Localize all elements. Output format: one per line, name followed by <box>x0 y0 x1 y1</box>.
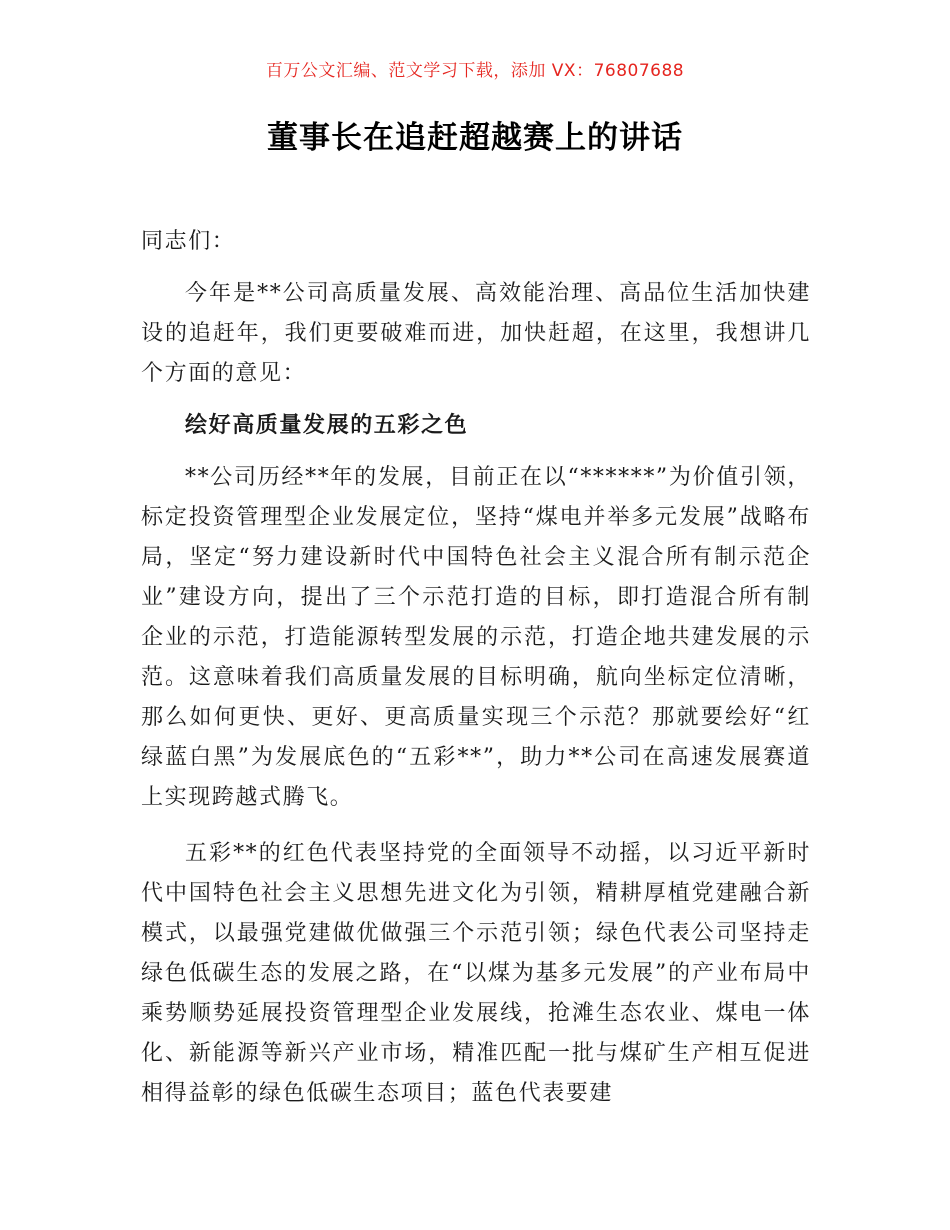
document-title: 董事长在追赶超越赛上的讲话 <box>267 120 683 156</box>
intro-paragraph: 今年是**公司高质量发展、高效能治理、高品位生活加快建设的追赶年，我们更要破难而进，加快赶超，在这里，我想讲几个方面的意见： <box>141 281 811 386</box>
document-body <box>141 222 811 1126</box>
salutation: 同志们： <box>141 229 236 254</box>
paragraph-2: 五彩**的红色代表坚持党的全面领导不动摇，以习近平新时代中国特色社会主义思想先进文化为引领，精耕厚植党建融合新模式，以最强党建做优做强三个示范引领；绿色代表公司坚持走绿色低碳生态的发展之路，在“以煤为基多元发展”的产业布局中乘势顺势延展投资管理型企业发展线，抢滩生态农业、煤电一体化、新能源等新兴产业市场，精准匹配一批与煤矿生产相互促进相得益彰的绿色低碳生态项目；蓝色代表要建 <box>141 841 811 1106</box>
section-heading: 绘好高质量发展的五彩之色 <box>185 413 469 438</box>
promo-banner: 百万公文汇编、范文学习下载，添加 VX：76807688 <box>265 61 685 81</box>
paragraph-1: **公司历经**年的发展，目前正在以“******”为价值引领，标定投资管理型企业发展定位，坚持“煤电并举多元发展”战略布局，坚定“努力建设新时代中国特色社会主义混合所有制示范企业”建设方向，提出了三个示范打造的目标，即打造混合所有制企业的示范，打造能源转型发展的示范，打造企地共建发展的示范。这意味着我们高质量发展的目标明确，航向坐标定位清晰，那么如何更快、更好、更高质量实现三个示范？那就要绘好“红绿蓝白黑”为发展底色的“五彩**”，助力**公司在高速发展赛道上实现跨越式腾飞。 <box>141 465 811 810</box>
